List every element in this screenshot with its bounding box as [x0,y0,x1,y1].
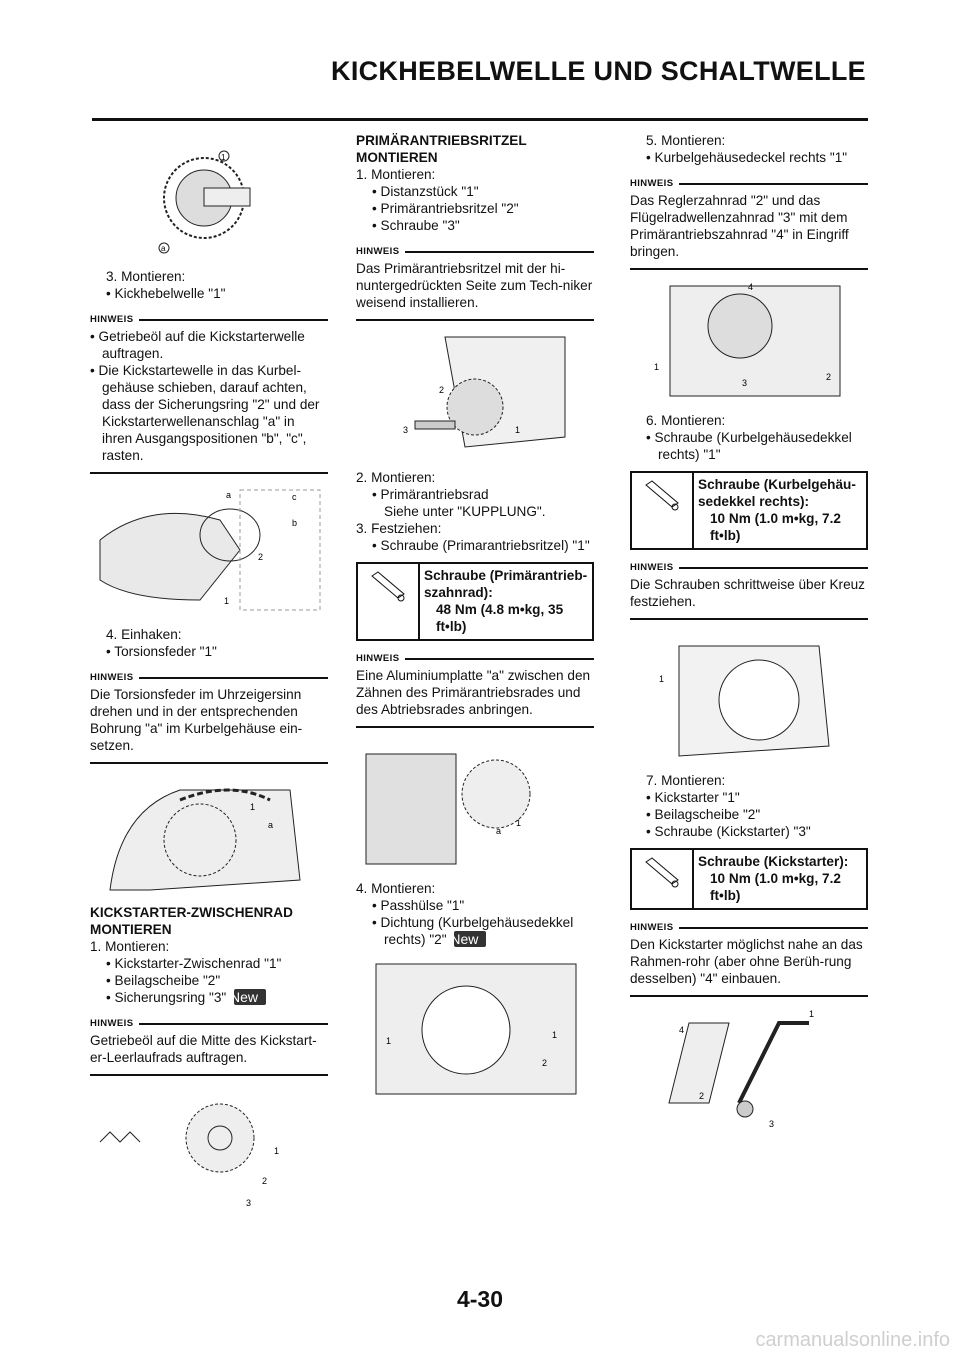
svg-text:1: 1 [809,1009,815,1019]
svg-text:3: 3 [769,1119,775,1129]
svg-text:1: 1 [516,818,522,828]
prim-step-4-item-1: • Passhülse "1" [372,898,465,913]
svg-text:2: 2 [542,1058,548,1068]
svg-text:1: 1 [552,1030,558,1040]
hinweis-8: HINWEIS [630,919,868,936]
hinweis-6-text: Das Reglerzahnrad "2" und das Flügelradwellenzahnrad "3" mit dem Primärantriebszahnrad "4" in Eingriff bringen. [630,193,849,259]
svg-text:1: 1 [250,802,256,812]
hinweis-1-bullet-1: • Getriebeöl auf die Kickstarterwelle auftragen. [90,329,305,361]
hinweis-4-end [356,319,594,321]
column-3 [630,132,868,1149]
kickshaft-illustration [154,134,264,262]
torque-label-cover: Schraube (Kurbelgehäu-sedekkel rechts): [698,477,856,509]
kick-step-1-item-2: • Beilagscheibe "2" [106,973,221,988]
hinweis-4-text: Das Primärantriebsritzel mit der hi-nuntergedrückten Seite zum Tech-niker weisend installieren. [356,261,593,310]
kick-step-1-item-1: • Kickstarter-Zwischenrad "1" [106,956,282,971]
kick-step-1-item-3: • Sicherungsring "3" New [90,989,328,1006]
hinweis-4: HINWEIS [356,243,594,260]
kickstarter-illustration [649,1003,849,1143]
step-5-item: • Kurbelgehäusedeckel rechts "1" [646,150,848,165]
svg-text:2: 2 [439,385,445,395]
gear-mesh-illustration [630,276,868,406]
step-6-label: 6. Montieren: [646,413,726,428]
svg-text:1: 1 [386,1036,392,1046]
page-title: KICKHEBELWELLE UND SCHALTWELLE [331,56,866,86]
cover-bolts-illustration [649,626,849,766]
hinweis-1: HINWEIS [90,311,328,328]
svg-text:a: a [268,820,274,830]
prim-step-3-label: 3. Festziehen: [356,521,442,536]
prim-step-3-item: • Schraube (Primarantriebsritzel) "1" [372,538,590,553]
section-heading-kickstarter: KICKSTARTER-ZWISCHENRAD MONTIEREN [90,905,293,937]
primary-gear-illustration [375,327,575,463]
hinweis-7-text: Die Schrauben schrittweise über Kreuz festziehen. [630,577,865,609]
svg-text:3: 3 [246,1198,252,1208]
step-7-item-2: • Beilagscheibe "2" [646,807,761,822]
svg-text:b: b [292,518,298,528]
svg-text:a: a [161,244,166,253]
svg-text:1: 1 [654,362,660,372]
step-7-item-3: • Schraube (Kickstarter) "3" [646,824,811,839]
svg-text:1: 1 [224,596,230,606]
prim-step-2-label: 2. Montieren: [356,470,436,485]
step-4-item: • Torsionsfeder "1" [106,644,217,659]
hinweis-3: HINWEIS [90,1015,328,1032]
svg-text:2: 2 [826,372,832,382]
prim-step-4-item-2: • Dichtung (Kurbelgehäusedekkel rechts) "2" New [372,915,574,947]
torque-label-primary: Schraube (Primärantrieb-szahnrad): [424,568,588,600]
torque-label-kickstarter: Schraube (Kickstarter): [698,854,849,869]
snapring-illustration [90,480,328,620]
svg-text:3: 3 [403,425,409,435]
new-badge: New [234,989,266,1005]
prim-step-1-item-3: • Schraube "3" [372,218,460,233]
svg-text:4: 4 [748,282,754,292]
header-rule [92,118,868,121]
kick-step-1-label: 1. Montieren: [90,939,170,954]
hinweis-2: HINWEIS [90,669,328,686]
clutch-illustration [356,734,594,874]
torque-value-cover: 10 Nm (1.0 m•kg, 7.2 ft•lb) [710,511,841,543]
svg-text:4: 4 [679,1025,685,1035]
hinweis-5: HINWEIS [356,650,594,667]
torque-value-kickstarter: 10 Nm (1.0 m•kg, 7.2 ft•lb) [710,871,841,903]
svg-text:a: a [496,826,502,836]
svg-text:3: 3 [742,378,748,388]
svg-text:2: 2 [258,552,264,562]
hinweis-2-end [90,762,328,764]
wrench-icon [368,570,408,606]
step-5-label: 5. Montieren: [646,133,726,148]
svg-text:2: 2 [262,1176,268,1186]
step-3-label: 3. Montieren: [106,269,186,284]
step-3-item: • Kickhebelwelle "1" [106,286,226,301]
hinweis-7-end [630,618,868,620]
column-2 [356,132,594,1108]
hinweis-2-text: Die Torsionsfeder im Uhrzeigersinn drehen und in der entsprechenden Bohrung "a" im Kurbelgehäuse ein-setzen. [90,687,303,753]
hinweis-1-end [90,472,328,474]
svg-text:c: c [292,492,297,502]
hinweis-5-text: Eine Aluminiumplatte "a" zwischen den Zähnen des Primärantriebsrades und des Abtriebsrades anbringen. [356,668,591,717]
watermark: carmanualsonline.info [755,1329,950,1351]
new-badge: New [454,931,486,947]
svg-text:1: 1 [659,674,665,684]
hinweis-3-text: Getriebeöl auf die Mitte des Kickstart-er-Leerlaufrads auftragen. [90,1033,317,1065]
section-heading-primary: PRIMÄRANTRIEBSRITZEL MONTIEREN [356,133,527,165]
prim-step-1-item-2: • Primärantriebsritzel "2" [372,201,519,216]
prim-step-1-item-1: • Distanzstück "1" [372,184,479,199]
prim-step-2-item: • Primärantriebsrad [372,487,489,502]
page-number: 4-30 [456,1286,504,1312]
torque-box-primary [356,562,594,641]
step-6-item: • Schraube (Kurbelgehäusedekkel rechts) "1" [646,430,852,462]
hinweis-8-text: Den Kickstarter möglichst nahe an das Rahmen-rohr (aber ohne Berüh-rung desselben) "4" einbauen. [630,937,863,986]
hinweis-5-end [356,726,594,728]
gasket-illustration [356,954,594,1102]
torque-box-cover [630,471,868,550]
hinweis-1-bullet-2: • Die Kickstartewelle in das Kurbel-gehäuse schieben, darauf achten, dass der Sicherungsring "2" und der Kickstarterwellenanschlag "a" in ihren Ausgangspositionen "b", "c", rasten. [90,363,320,463]
idler-gear-illustration [90,1082,328,1220]
spring-illustration [90,770,328,898]
hinweis-8-end [630,995,868,997]
hinweis-7: HINWEIS [630,559,868,576]
prim-step-4-label: 4. Montieren: [356,881,436,896]
svg-text:1: 1 [515,425,521,435]
svg-text:1: 1 [221,153,226,162]
step-4-label: 4. Einhaken: [106,627,182,642]
svg-text:a: a [226,490,232,500]
hinweis-6-end [630,268,868,270]
hinweis-6: HINWEIS [630,175,868,192]
prim-step-1-label: 1. Montieren: [356,167,436,182]
step-7-label: 7. Montieren: [646,773,726,788]
torque-box-kickstarter [630,848,868,910]
prim-step-2-sub: Siehe unter "KUPPLUNG". [384,504,546,519]
torque-value-primary: 48 Nm (4.8 m•kg, 35 ft•lb) [436,602,564,634]
svg-text:1: 1 [274,1146,280,1156]
svg-text:2: 2 [699,1091,705,1101]
step-7-item-1: • Kickstarter "1" [646,790,740,805]
wrench-icon [642,856,682,892]
column-1 [90,128,328,1226]
hinweis-3-end [90,1074,328,1076]
wrench-icon [642,479,682,515]
